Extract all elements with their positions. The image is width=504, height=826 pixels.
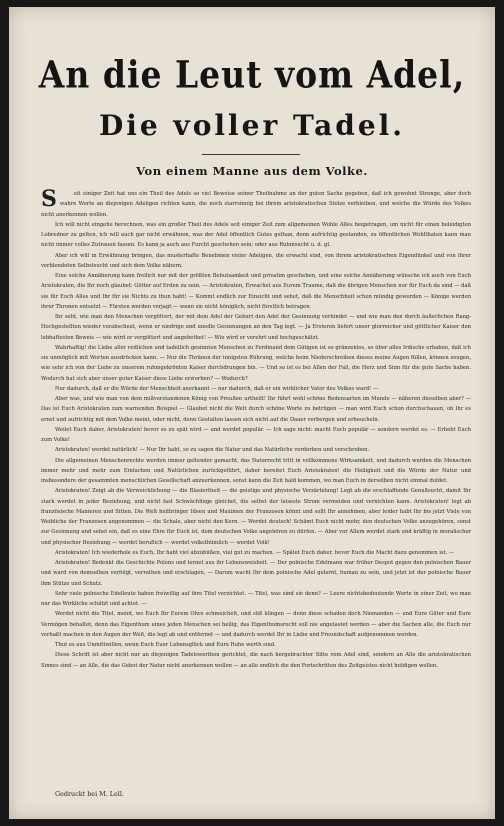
paragraph: Diese Schrift ist aber nicht nur an diejenigen Tadelswerthen gerichtet, die nach hergebrachter Sitte vom Adel sind, sondern an Alle die aristokratischen Sinnes sind — an Alle, die das Gebot der Natur nicht anerkennen wollen — an alle endlich die den Fortschritten des Zeitgeistes nicht huldigen wollen. [41,652,471,669]
broadside-sheet [9,7,495,819]
paragraph: Wahrhaftig! die Liebe aller redlichen und tadellich gesinnten Menschen zu Ferdinand dem Gütigen ist so gränzenlos, so über alles Irdische erhaben, daß ich sie unmöglich mit Worten ausdrücken kann. — Nur die Thränen der innigsten Rührung, welche beim Niederschreiben dieses meine Augen füllen, können zeugen, wie sehr ich von der Liebe zu unserem ruhmgekrönten Kaiser durchdrungen bin. — Und so ist es bei Allen der Fall, die Herz und Sinn für die gute Sache haben. Wodurch hat sich aber unser guter Kaiser diese Liebe erworben? — Wodurch? [41,344,471,382]
paragraph: Ihr seht, wie man den Menschen vergöttert, der mit dem Adel der Geburt den Adel der Gesinnung verbindet — und wie man den durch äußerlichen Rang-Hochgestellten wieder verabscheut, wenn er niedrige und unedle Gesinnungen an den Tag legt. — Ja Ersteren liefert unser glorreicher und göttlicher Kaiser den lebhaftesten Beweis — wie wird er vergöttert und angebethet! — Wie wird er verehrt und hochgeschätzt. [41,314,471,341]
drop-cap: S [41,186,57,212]
paragraph-text: eit einiger Zeit hat uns ein Theil des Adels so viel Beweise seiner Theilnahme an der guten Sache gegeben, daß ich gewohnt Strenge, aber doch wahre Worte an diejenigen Adeligen richten kann, die noch starrsinnig bei ihrem aristokratischen Stolze verbleiben, und welche die Würde des Volkes nicht anerkennen wollen. [41,191,471,218]
paragraph: Werdet nicht die Titel, meint, wo Euch Ihr Eurem Ohre schmeichelt, und süß klingen — denn diese schaden doch Niemanden — und Eure Güter und Eure Vermögen behaltet, denn das Eigenthum eines jeden Menschen sei heilig, das Eigenthumsrecht soll nie angetastet werden — aber die Sachen alle, die Euch nur verhaßt machen in den Augen der Welt, die legt ab und entfernet — und dadurch werdet Ihr in Liebe und Freundschaft aufgenommen werden. [41,611,471,638]
paragraph: Aber ich will in Erwähnung bringen, das musterhafte Benehmen vieler Adeligen, die erwacht sind, von ihrem aristokratischen Eigendünkel und von ihrer verblendeten Selbstsucht und sich dem Volke nähern. [41,252,471,269]
printer-imprint: Gedruckt bei M. Lell. [55,790,124,798]
title-divider [202,154,300,155]
body-text [41,186,471,671]
paragraph: Aristokraten! werdet natürlich! — Nur Ihr habt, so zu sagen die Natur und das Natürliche verdorben und verschroben. [55,447,370,454]
paragraph: Sehr viele polnische Edelleute haben freiwillig auf ihre Titel verzichtet. — Titel, was sind sie denn? — Leere nichtsbedeutende Worte in einer Zeit, wo man nur das Wirkliche schätzt und achtet. — [41,590,471,607]
paragraph: Ich will nicht eingehe berechnen, was ein großer Theil des Adels seit einiger Zeit zum allgemeinen Wohle Alles beigetragen, um nicht für einen beleidigten Lobredner zu gelten, ich will auch gar nicht erwähnen, was der Adel öffentlich Gutes gethan, denn aufrichtig gestanden, zu öffentlichen Wohlthaten kann man nicht immer volles Zutrauen fassen. Es kann ja auch aus Furcht geschehen sein; oder aus Ruhmsucht u. d. gl. [41,221,471,249]
paragraph: Aristokraten! Bedenkt die Geschichte Polens und lernet aus ihr Lebensweisheit. — Der polnische Edelmann war früher Despot gegen den polnischen Bauer und ward von demselben verfolgt, verrathen und erschlagen, — Darum wacht Ihr dem polnische Adel gelernt, human zu sein, und jetzt ist der polnische Bauer ihm Stütze und Schutz. [41,560,471,587]
paragraph: Weilet Euch daher, Aristokraten! bevor es zu spät wird — und werdet populär. — Ich sage nicht: macht Euch populär — sondern werdet es. — Erhebt Euch zum Volke! [41,426,471,443]
paragraph: Nur dadurch, daß er die Würde der Menschheit anerkannt — nur dadurch, daß er ein wirklicher Vater des Volkes ward! — [55,385,378,392]
paragraph: Thut es aus Unmittwillen, wenn Euch Euer Lebensglück und Eure Ruhe werth sind. [55,642,276,648]
document-subtitle: Die voller Tadel. [98,109,406,142]
paragraph: Aber was, und wie man von dem mißverstandenen König von Preußen urtheilt! Ihr führt wohl schöne Redensarten im Munde — näheren dieselben aber? — Das ist Euch Aristokraten zum warnenden Beispiel — Glaubet nicht die Welt durch schöne Worte zu betrügen — man wird Euch schon durchschauen, ob Ihr es ernst und aufrichtig mit dem Volke meint, oder nicht, denn Gestalten lassen sich nicht auf die Dauer verbergen und erheucheln. [41,396,471,423]
paragraph: Die allgemeinen Menschenrechte werden immer geltender gemacht, das Naturrecht tritt in vollkommene Wirksamkeit, und dadurch werden die Menschen immer mehr und mehr zum Einfachen und Natürlichen zurückgeführt, daher bereitet Euch Aristokraten! die Heiligkeit und die Würde der Natur und insbesondere der gesammten menschlichen Gesellschaft anzuerkennen, sonst kann die Zeit bald kommen, wo man Euch in derselben nicht einmal duldet. [41,457,471,484]
paragraph: Eine solche Annäherung kann freilich nur mit der größten Behutsamkeit und privatim geschehen, und eine solche Annäherung wünsche ich auch von Euch Aristokraten, die Ihr noch glaubet: Götter auf Erden zu sein. — Aristokraten, Erwachet aus Eurem Traume, daß die übrigen Menschen nur für Euch da sind — daß sie für Euch Alles und Ihr für sie Nichts zu thun habt! — Kommt endlich zur Einsicht und sehet, daß die Menschheit schon mündig geworden — Könige werden ihrer Thronen entsetzt — Fürsten werden verjagt — wenn sie nicht königlich, nicht fürstlich betragen. [41,273,471,310]
paragraph: Aristokraten! Ich wiederhole es Euch, Ihr habt viel abzubüßen, viel gut zu machen. — Spätet Euch daher, bevor Euch die Macht dazu genommen ist. — [55,549,455,556]
paragraph [41,186,471,220]
paragraph: Aristokraten! Zeigt ab die Verweichlichung — die Blasiertheit — die geistige und physische Verzärtelung! Legt ab die erschlaffende Genußsucht, damit Ihr stark werdet in jeder Beziehung, und nicht fast Schwächlinge gleichet, die selbst der leiseste Strom vermeiden und vernichten kann. Aristokraten! legt ab französische Manieren und Sitten. Die Welt heilbringer Ideen und Maximen der Franzosen könnt und sollt Ihr annehmen, aber leider habt Ihr bis jetzt Viele von Weibliche der Franzosen angenommen — die Schale, aber nicht den Kern. — Werdet deutsch! Schämt Euch nicht mehr, den deutschen Volke anzugehören, sonst zur Gesinnung und sehet ein, daß es eine Ehre für Euch ist, dem deutschen Volke angehören zu dürfen. — Aber vor Allem werdet stark und kräftig in moralischer und physischer Beziehung — werdet beruflich — werdet volksthümlich — werdet Volk! [41,488,471,546]
document-byline: Von einem Manne aus dem Volke. [136,164,368,178]
document-title: An die Leut vom Adel, [38,52,466,97]
